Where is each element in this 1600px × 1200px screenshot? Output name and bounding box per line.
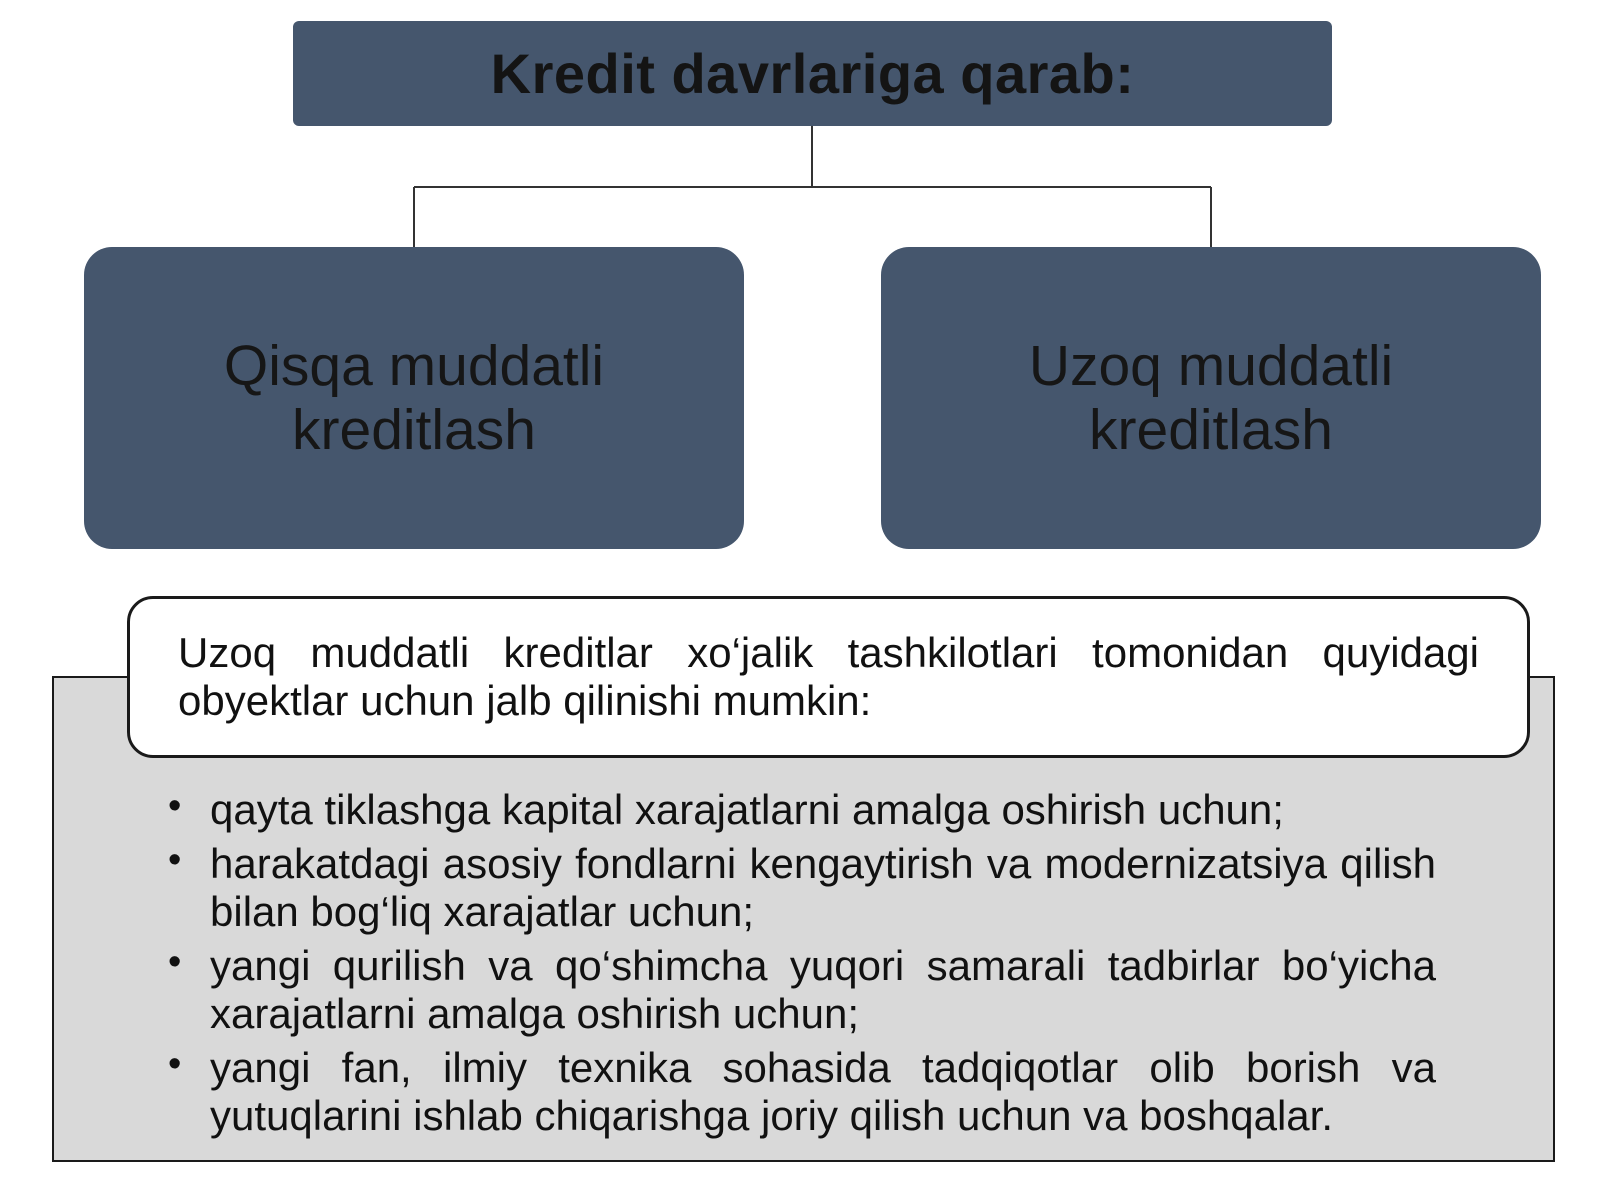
callout-text: Uzoq muddatli kreditlar xo‘jalik tashkilotlari tomonidan quyidagi obyektlar uchun jalb qilinishi mumkin:	[178, 629, 1479, 724]
list-item	[168, 1044, 1436, 1140]
callout-box	[127, 596, 1530, 758]
bullet-icon: •	[168, 785, 182, 827]
list-item-text: yangi fan, ilmiy texnika sohasida tadqiqotlar olib borish va yutuqlarini ishlab chiqarishga joriy qilish uchun va boshqalar.	[210, 1044, 1436, 1139]
short-term-box	[84, 247, 744, 549]
bullet-icon: •	[168, 941, 182, 983]
list-item-text: harakatdagi asosiy fondlarni kengaytirish va modernizatsiya qilish bilan bog‘liq xarajatlar uchun;	[210, 840, 1436, 935]
bullet-icon: •	[168, 1043, 182, 1085]
list-item	[168, 786, 1436, 834]
diagram-title: Kredit davrlariga qarab:	[490, 42, 1135, 105]
list-item-text: yangi qurilish va qo‘shimcha yuqori samarali tadbirlar bo‘yicha xarajatlarni amalga oshirish uchun;	[210, 942, 1436, 1037]
bullet-list	[168, 786, 1436, 1146]
list-item	[168, 942, 1436, 1038]
bullet-icon: •	[168, 839, 182, 881]
short-term-label: Qisqa muddatli kreditlash	[223, 334, 605, 462]
long-term-label: Uzoq muddatli kreditlash	[1028, 334, 1394, 462]
long-term-box	[881, 247, 1541, 549]
list-item-text: qayta tiklashga kapital xarajatlarni amalga oshirish uchun;	[210, 786, 1284, 833]
title-box	[293, 21, 1332, 126]
list-item	[168, 840, 1436, 936]
